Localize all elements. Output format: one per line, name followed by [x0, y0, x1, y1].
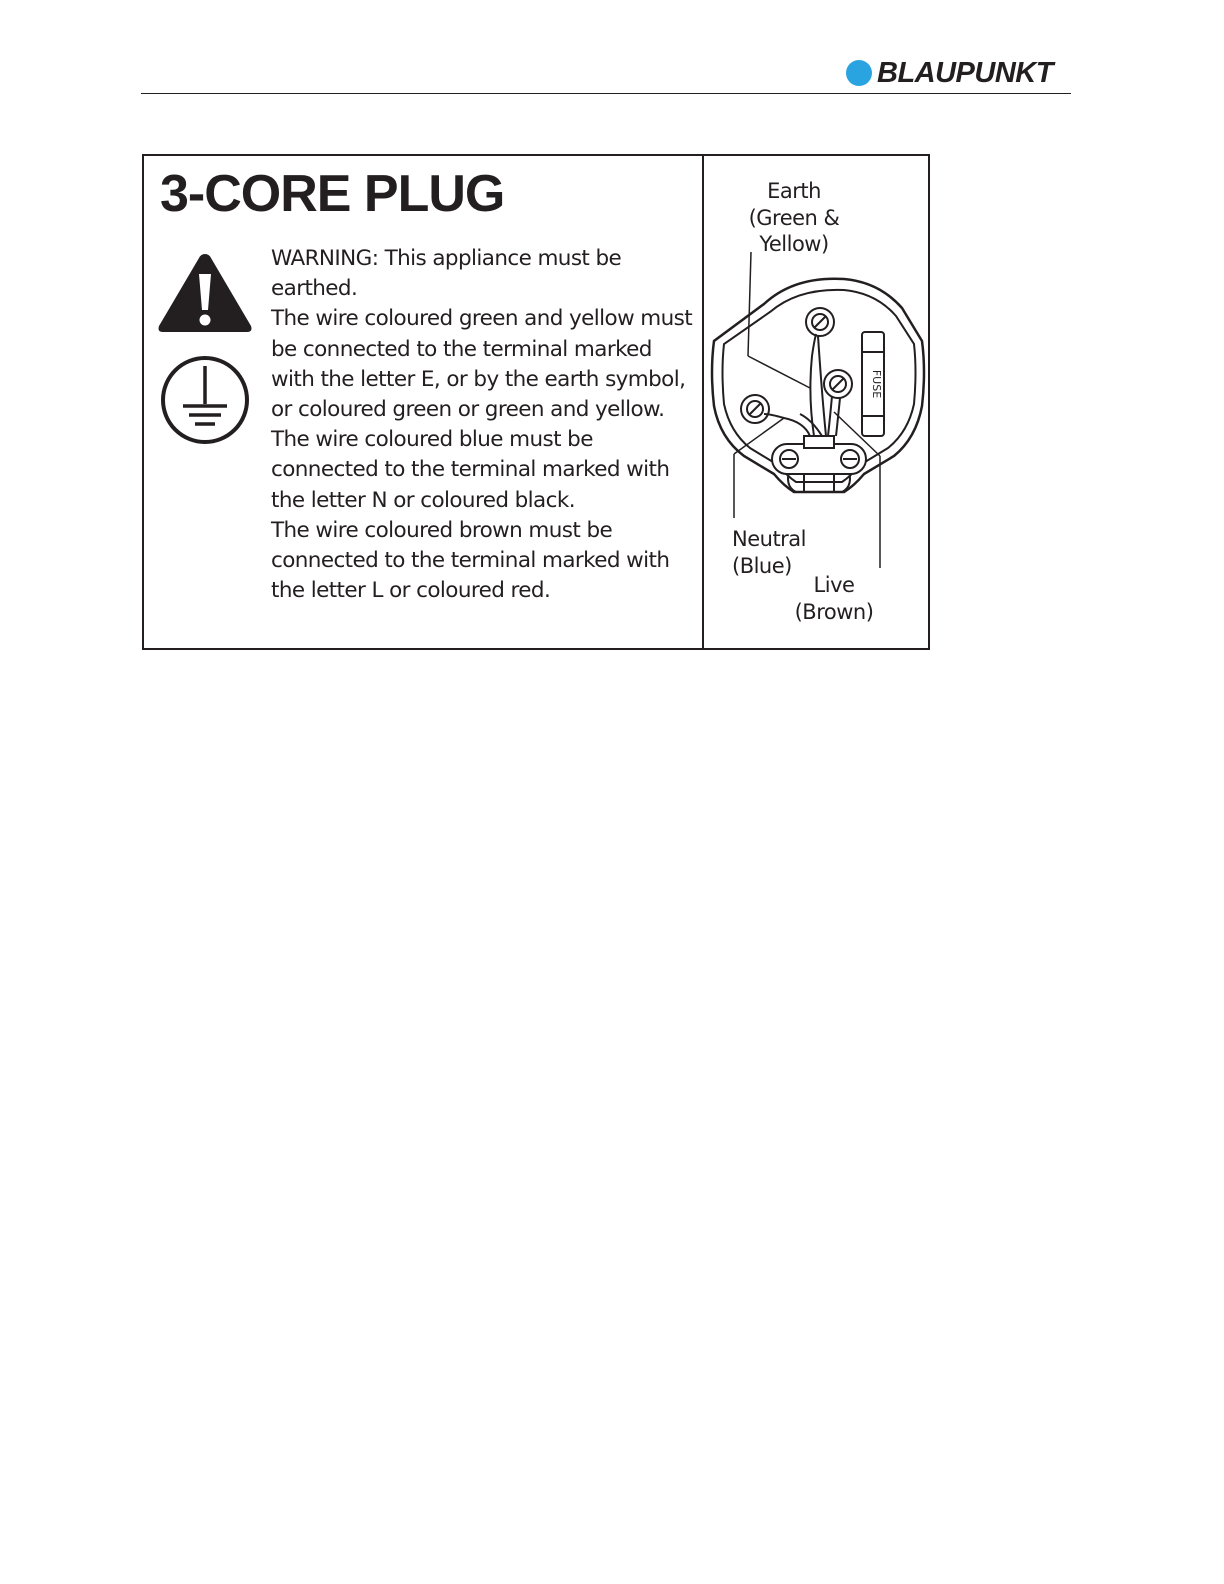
- earth-symbol-icon: [159, 354, 251, 446]
- brand-name: BLAUPUNKT: [877, 56, 1053, 89]
- earth-label-line-3: Yellow): [759, 232, 829, 256]
- plug-info-panel: [142, 154, 930, 650]
- earth-label-line-1: Earth: [767, 179, 821, 203]
- instruction-live-wire: The wire coloured brown must be connected to the terminal marked with the letter L or coloured red.: [271, 517, 670, 604]
- warning-triangle-icon: [155, 250, 255, 336]
- header-divider: [141, 93, 1071, 94]
- neutral-label-line-1: Neutral: [732, 527, 807, 551]
- plug-wiring-diagram: [704, 156, 930, 648]
- logo-dot-icon: [846, 60, 872, 86]
- wiring-instructions: [271, 244, 701, 606]
- live-label-line-1: Live: [813, 573, 855, 597]
- earth-label-line-2: (Green &: [748, 205, 840, 230]
- fuse-label: FUSE: [870, 369, 883, 399]
- instruction-neutral-wire: The wire coloured blue must be connected to the terminal marked with the letter N or coloured black.: [271, 427, 670, 513]
- instruction-earth-wire: The wire coloured green and yellow must be connected to the terminal marked with the letter E, or by the earth symbol, or coloured green or green and yellow.: [271, 306, 693, 423]
- live-label-line-2: (Brown): [794, 599, 874, 624]
- instruction-warning: WARNING: This appliance must be earthed.: [271, 246, 622, 302]
- live-label: [784, 572, 884, 625]
- brand-logo: [846, 58, 1053, 88]
- neutral-label-line-2: (Blue): [732, 553, 792, 578]
- panel-title: 3-CORE PLUG: [160, 165, 505, 223]
